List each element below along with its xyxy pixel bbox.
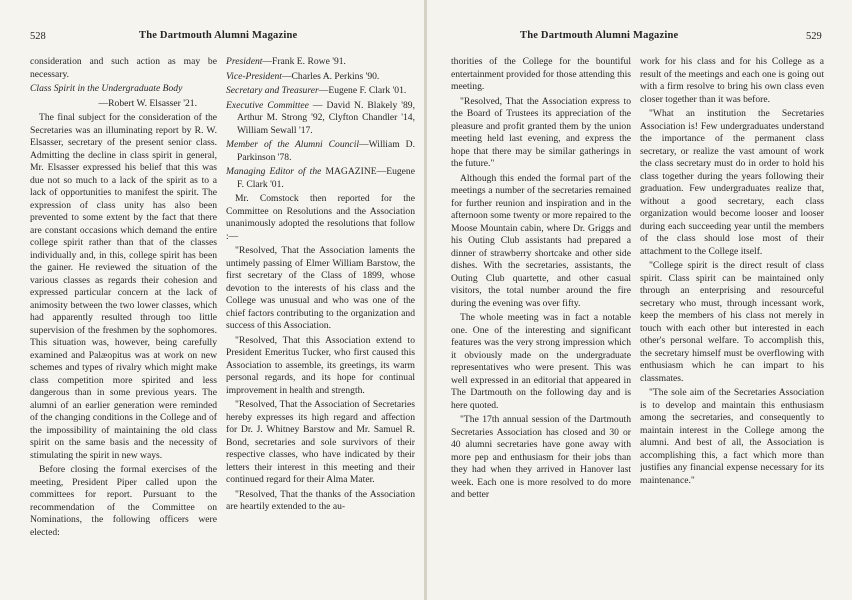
paragraph: consideration and such action as may be necessary.	[30, 56, 217, 80]
officers-list	[226, 56, 415, 191]
resolution: "Resolved, That the thanks of the Association are heartily extended to the au-	[226, 488, 415, 512]
right-column-2	[640, 56, 824, 596]
section-byline: —Robert W. Elsasser '21.	[98, 97, 197, 109]
officer-entry: President—Frank E. Rowe '91.	[226, 56, 346, 67]
right-column-1	[451, 56, 631, 596]
officer-entry: Executive Committee — David N. Blakely '89, Arthur M. Strong '92, Clyfton Chandler '14, William Sewall '17.	[226, 99, 415, 136]
editorial-quote: "College spirit is the direct result of class spirit. Class spirit can be maintained only through an enterprising and resourceful secretary who must, through incessant work, keep the members of his class not merely in touch with each other but interested in each other's personal welfare. To accomplish this, the secretary himself must be overflowing with enthusiasm which he can impart to his classmates.	[640, 260, 824, 384]
right-page-number: 529	[806, 31, 822, 42]
paragraph: Before closing the formal exercises of the meeting, President Piper called upon the committees for report. Pursuant to the recommendation of the Committee on Nominations, the following officers were elected:	[30, 464, 217, 538]
officer-entry: Secretary and Treasurer—Eugene F. Clark '01.	[226, 85, 407, 96]
left-page-number: 528	[30, 31, 46, 42]
editorial-quote: "The 17th annual session of the Dartmouth Secretaries Association has closed and 30 or 40 alumni secretaries have gone away with more pep and enthusiasm for their jobs than they had when they arrived in Hanover last week. Each one is more resolved to do more and better	[451, 414, 631, 500]
resolution: "Resolved, That the Association express to the Board of Trustees its appreciation of the pleasure and profit granted them by the union meeting held last evening, and express the hope that there may be similar gatherings in the future."	[451, 95, 631, 169]
left-column-1	[30, 56, 217, 596]
paragraph: Although this ended the formal part of the meetings a number of the secretaries remained for further reunion and inspiration and in the afternoon some twenty or more repaired to the Moose Mountain cabin, where Dr. Griggs and his Outing Club assistants had prepared a dinner of strawberry shortcake and other side dishes. With the secretaries, assistants, the Outing Club quartette, and other casual visitors, the total number around the fire during the evening was over fifty.	[451, 172, 631, 309]
editorial-quote: "What an institution the Secretaries Association is! Few undergraduates understand the importance of the permanent class secretary, or realize the vast amount of work the class secretary must do in order to hold his class together during the years following their graduation. Few undergraduates realize that, without a good secretary, each class organization would become looser and looser during each succeeding year until the members of the class should lose most of their attachment to the College itself.	[640, 108, 824, 257]
paragraph: Mr. Comstock then reported for the Committee on Resolutions and the Association unanimously adopted the resolutions that follow :—	[226, 193, 415, 242]
left-page	[0, 0, 424, 600]
officer-entry: Vice-President—Charles A. Perkins '90.	[226, 70, 380, 82]
paragraph: thorities of the College for the bountiful entertainment provided for those attending this meeting.	[451, 56, 631, 92]
right-page	[427, 0, 852, 600]
editorial-quote: "The sole aim of the Secretaries Association is to develop and maintain this enthusiasm among the secretaries, and consequently to maintain interest in the College among the alumni. And best of all, the Association is accomplishing this, a fact which more than justifies any financial expense necessary for its maintenance."	[640, 387, 824, 486]
resolution: "Resolved, That this Association extend to President Emeritus Tucker, who first caused this Association to assemble, its greetings, its warm personal regards, and its hope for continual improvement in health and strength.	[226, 334, 415, 396]
officer-entry: Managing Editor of the MAGAZINE—Eugene F. Clark '01.	[226, 166, 415, 190]
left-column-2	[226, 56, 415, 596]
resolution: "Resolved, That the Association laments the untimely passing of Elmer William Barstow, the first secretary of the Class of 1899, whose devotion to the interests of his class and the College was unusual and who was one of the chief factors contributing to the organization and success of this Association.	[226, 245, 415, 331]
paragraph: The final subject for the consideration of the Secretaries was an illuminating report by R. W. Elsasser, secretary of the present senior class. Admitting the decline in class spirit in general, Mr. Elsasser expressed his belief that this was due not so much to a lack of the spirit as to a lack of opportunities to manifest the spirit. The expression of class unity has also been prevented to some extent by the fact that there are constant occasions which demand the entire college spirit rather than that of the classes individually and, in this, college spirit has been the gainer. He reviewed the situation of the various classes as regards their cohesion and expressed particular concern at the lack of animosity between the two lower classes, which had apparently resulted through too little supervision of the freshmen by the sophomores. This situation was, however, being carefully examined and Palæopitus was at work on new schemes and types of rivalry which might make class competition more spirited and less dangerous than in some previous years. The alumni of an earlier generation were reminded of the changing conditions in the College and of the impossibility of maintaining the old class spirit on the same basis and the necessity of stimulating the spirit in new ways.	[30, 112, 217, 461]
editorial-quote: work for his class and for his College as a result of the meetings and each one is going out with a firm resolve to bring his own class even closer together than it was before.	[640, 56, 824, 105]
paragraph: The whole meeting was in fact a notable one. One of the interesting and significant features was the very strong impression which it obviously made on the undergraduate representatives who were present. This was well expressed in an editorial that appeared in The Dartmouth on the following day and is here quoted.	[451, 312, 631, 411]
section-heading: Class Spirit in the Undergraduate Body	[30, 83, 183, 94]
left-running-header: The Dartmouth Alumni Magazine	[139, 30, 298, 41]
right-running-header: The Dartmouth Alumni Magazine	[520, 30, 679, 41]
resolution: "Resolved, That the Association of Secretaries hereby expresses its high regard and affection for Dr. J. Whitney Barstow and Mr. Samuel R. Bond, secretaries and sole survivors of their respective classes, who have indicated by their letters their interest in this meeting and their continued regard for their Alma Mater.	[226, 399, 415, 485]
officer-entry: Member of the Alumni Council—William D. Parkinson '78.	[226, 139, 415, 163]
